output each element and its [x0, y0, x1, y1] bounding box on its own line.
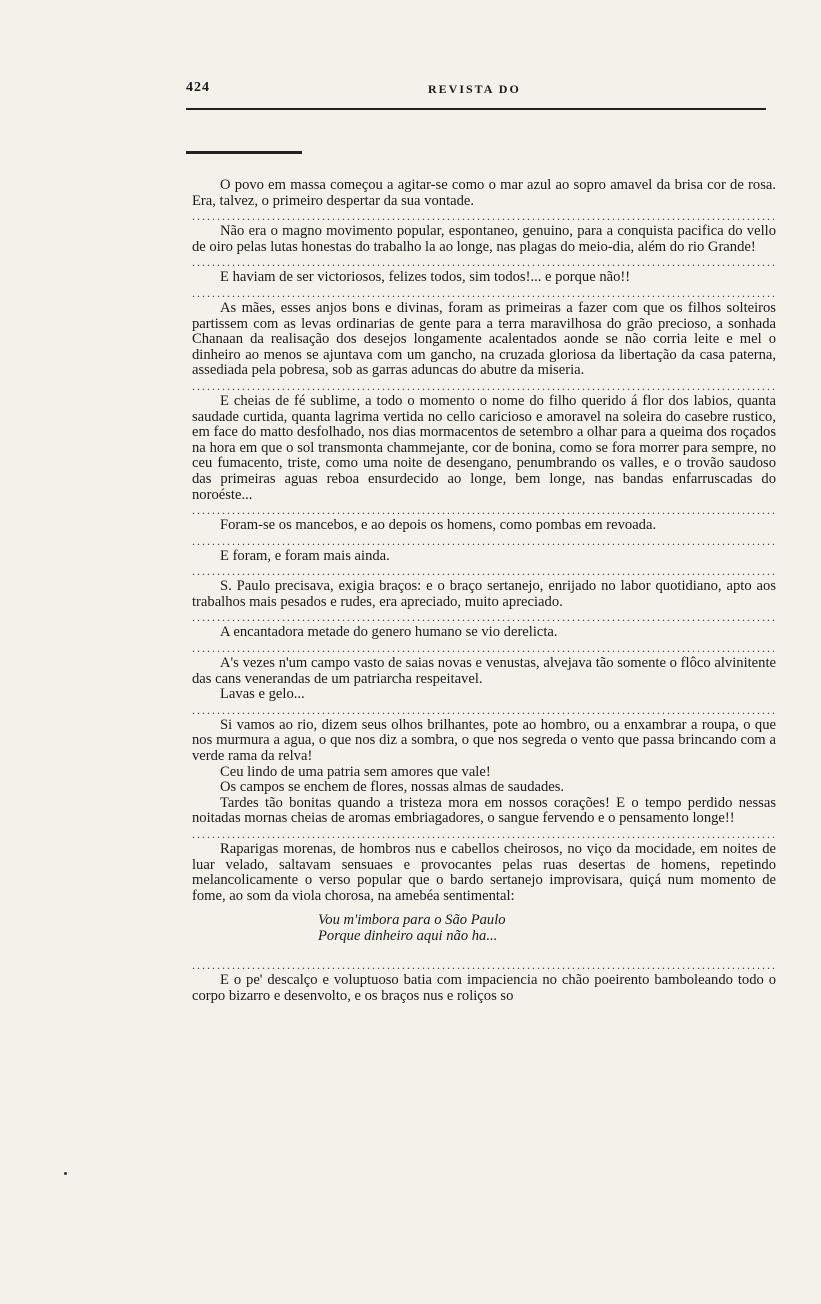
verse-line: Porque dinheiro aqui não ha... [318, 928, 498, 945]
dotted-separator [192, 610, 776, 625]
header-rule [186, 108, 766, 110]
paragraph: Tardes tão bonitas quando a tristeza mora em nossos corações! E o tempo perdido nessas noitadas mornas cheias de aromas embriagadores, o sangue fervendo e o pensamento longe!! [192, 794, 776, 827]
paragraph: Os campos se enchem de flores, nossas almas de saudades. [220, 779, 565, 796]
paragraph: O povo em massa começou a agitar-se como o mar azul ao sopro amavel da brisa cor de rosa. Era, talvez, o primeiro despertar da sua vontade. [192, 177, 776, 209]
dotted-separator [192, 534, 776, 549]
margin-mark [64, 1172, 67, 1175]
paragraph: E o pe' descalço e voluptuoso batia com impaciencia no chão poeirento bamboleando todo o corpo bizarro e desenvolto, e os braços nus e roliços so [192, 972, 776, 1004]
dotted-separator [192, 503, 776, 518]
body-text [192, 178, 776, 1005]
paragraph: Raparigas morenas, de hombros nus e cabellos cheirosos, no viço da mocidade, em noites de luar velado, saltavam sensuaes e provocantes pelas ruas desertas de homens, repetindo melancolicamente o verso popular que o bardo sertanejo improvisara, quiçá num momento de fome, ao som da viola chorosa, na amebéa sentimental: [192, 841, 776, 904]
dotted-separator [192, 209, 776, 224]
verse-line: Vou m'imbora para o São Paulo [318, 912, 506, 929]
running-title: REVISTA DO [428, 82, 521, 96]
paragraph: E cheias de fé sublime, a todo o momento o nome do filho querido á flor dos labios, quanta saudade curtida, quanta lagrima vertida no cello caricioso e amoravel na soleira do casebre rustico, em face do matto desfolhado, nos dias mormacentos de setembro a olhar para a queima dos roçados na hora em que o sol transmonta chammejante, cor de bonina, como se fora morrer para sempre, no ceu fumacento, triste, como uma noite de desengano, penumbrando os valles, e o trovão saudoso das primeiras aguas reboa ensurdecido ao longe, bem longe, nas bandas enfarruscadas do noroéste... [192, 392, 776, 503]
paragraph: Si vamos ao rio, dizem seus olhos brilhantes, pote ao hombro, ou a enxambrar a roupa, o que nos murmura a agua, o que nos diz a sombra, o que nos segreda o vento que passa brincando com a verde rama da relva! [192, 716, 776, 765]
dotted-separator [192, 564, 776, 579]
paragraph: As mães, esses anjos bons e divinas, foram as primeiras a fazer com que os filhos solteiros partissem com as levas ordinarias de gente para a terra maravilhosa do grão precioso, a sonhada Chanaan da realisação dos desejos longamente acalentados aonde se não corria leite e mel o dinheiro ao menos se ajuntava com um gancho, na cruzada gloriosa da libertação da casa paterna, assediada pela pobresa, sob as garras aduncas do abutre da miseria. [192, 299, 776, 379]
paragraph: A encantadora metade do genero humano se vio derelicta. [220, 624, 558, 641]
dotted-separator [192, 703, 776, 718]
paragraph: E foram, e foram mais ainda. [220, 547, 390, 564]
paragraph: E haviam de ser victoriosos, felizes todos, sim todos!... e porque não!! [220, 269, 631, 286]
paragraph: S. Paulo precisava, exigia braços: e o braço sertanejo, enrijado no labor quotidiano, apto aos trabalhos mais pesados e rudes, era apreciado, muito apreciado. [192, 578, 776, 610]
page-number: 424 [186, 80, 210, 95]
dotted-separator [192, 379, 776, 394]
dotted-separator [192, 286, 776, 301]
paragraph: Foram-se os mancebos, e ao depois os homens, como pombas em revoada. [220, 517, 657, 534]
paragraph: Não era o magno movimento popular, espontaneo, genuino, para a conquista pacifica do vello de oiro pelas lutas honestas do trabalho la ao longe, nas plagas do meio-dia, além do rio Grande! [192, 223, 776, 255]
dotted-separator [192, 255, 776, 270]
dotted-separator [192, 958, 776, 973]
paragraph: Lavas e gelo... [220, 686, 305, 703]
verse-quote [318, 912, 776, 944]
dotted-separator [192, 827, 776, 842]
paragraph: Ceu lindo de uma patria sem amores que vale! [220, 763, 491, 780]
paragraph: A's vezes n'um campo vasto de saias novas e venustas, alvejava tão somente o flôco alvinitente das cans venerandas de um patriarcha respeitavel. [192, 655, 776, 687]
section-rule [186, 151, 302, 154]
dotted-separator [192, 641, 776, 656]
